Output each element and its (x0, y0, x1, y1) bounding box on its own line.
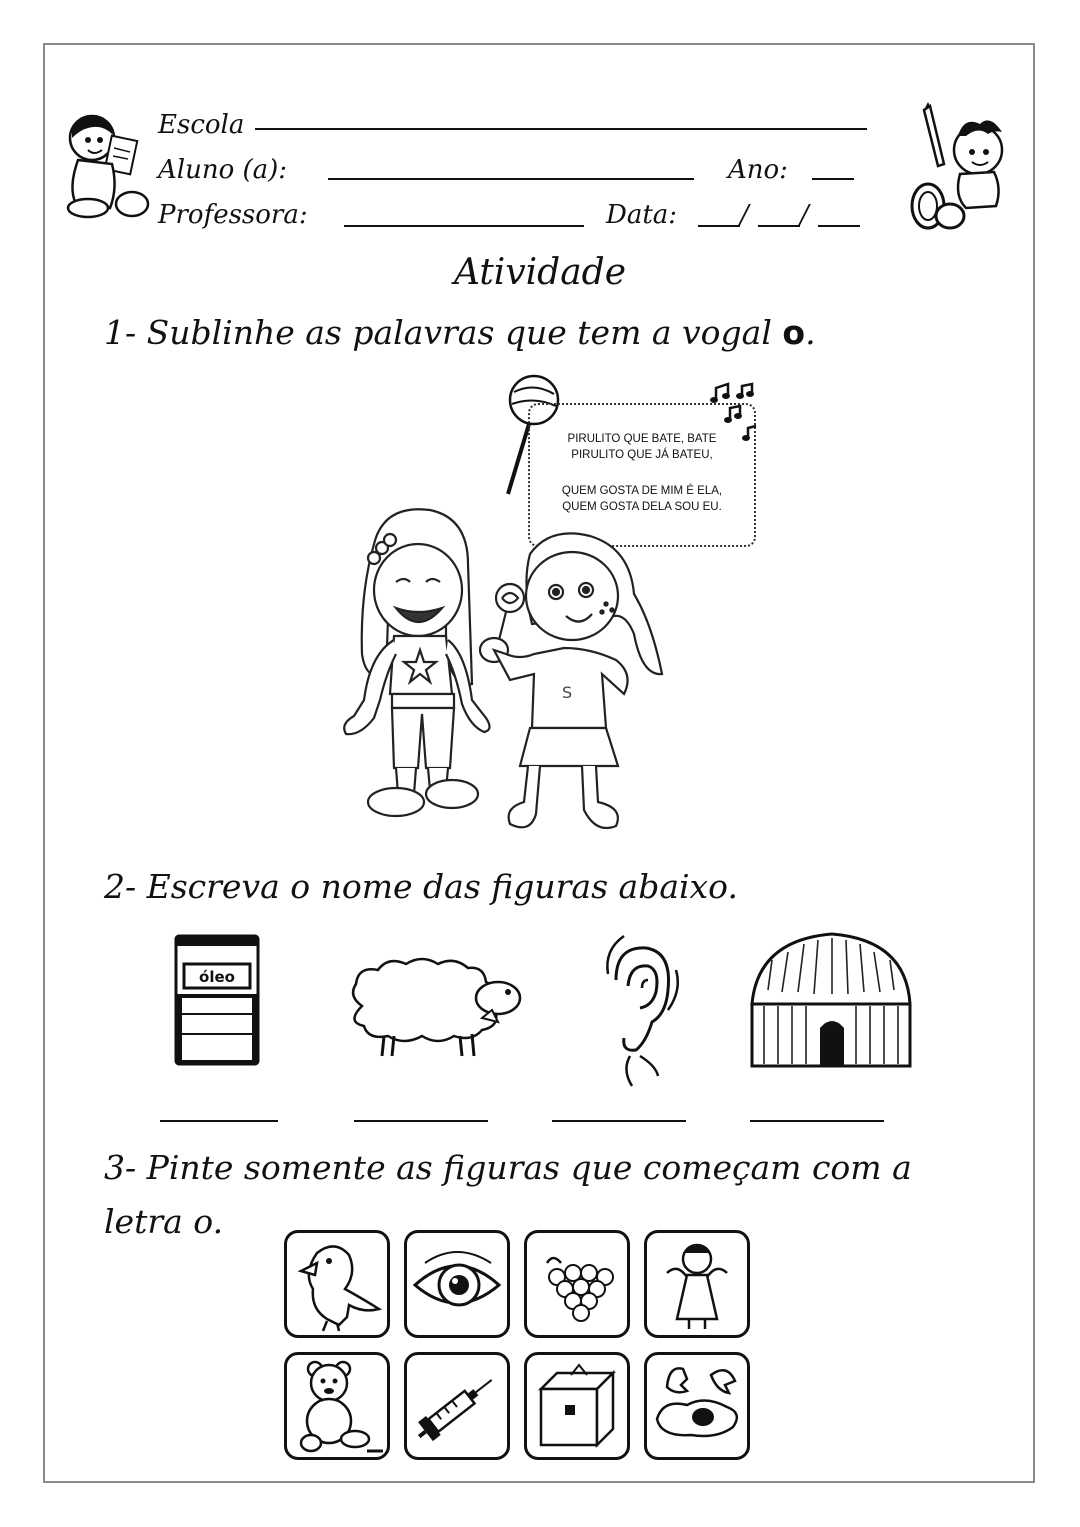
question-3-text-line-2: letra o. (104, 1202, 224, 1241)
answer-line-3[interactable] (552, 1120, 686, 1122)
song-line: PIRULITO QUE BATE, BATE (567, 433, 717, 445)
sheep-figure (342, 956, 528, 1062)
angel-icon (647, 1233, 747, 1335)
hut-figure (748, 930, 914, 1070)
student-field[interactable] (328, 178, 694, 180)
question-1-end: . (805, 313, 816, 352)
date-month-field[interactable] (758, 225, 800, 227)
figure-teddy-bear-cell[interactable] (284, 1352, 390, 1460)
song-line: PIRULITO QUE JÁ BATEU, (571, 449, 713, 461)
grapes-icon (527, 1233, 627, 1335)
teacher-field[interactable] (344, 225, 584, 227)
figure-eye-cell[interactable] (404, 1230, 510, 1338)
ear-figure (596, 930, 686, 1090)
answer-line-4[interactable] (750, 1120, 884, 1122)
date-year-field[interactable] (818, 225, 860, 227)
year-label: Ano: (728, 155, 788, 185)
two-girls-illustration (334, 504, 674, 856)
question-3-text-line-1: 3- Pinte somente as figuras que começam com a (104, 1148, 912, 1187)
date-slash-2: / (800, 200, 809, 230)
date-slash-1: / (740, 200, 749, 230)
figure-syringe-cell[interactable] (404, 1352, 510, 1460)
school-label: Escola (158, 110, 245, 140)
teacher-label: Professora: (158, 200, 308, 230)
figure-grapes-cell[interactable] (524, 1230, 630, 1338)
question-1-letter: o (782, 313, 806, 352)
syringe-icon (407, 1355, 507, 1457)
year-field[interactable] (812, 178, 854, 180)
song-line: QUEM GOSTA DE MIM É ELA, (561, 485, 723, 497)
school-field[interactable] (255, 128, 867, 130)
student-label: Aluno (a): (158, 155, 288, 185)
pencil-boy-illustration (904, 102, 1024, 232)
oil-can-figure (172, 934, 262, 1068)
teddy-bear-icon (287, 1355, 387, 1457)
date-day-field[interactable] (698, 225, 740, 227)
page-title: Atividade (453, 252, 627, 293)
svg-text:S: S (562, 683, 573, 702)
song-line: QUEM GOSTA DELA SOU EU. (562, 501, 722, 513)
figure-angel-cell[interactable] (644, 1230, 750, 1338)
question-1 (104, 313, 816, 352)
answer-line-1[interactable] (160, 1120, 278, 1122)
box-icon (527, 1355, 627, 1457)
reading-boy-illustration (58, 108, 154, 220)
eye-icon (407, 1233, 507, 1335)
figure-bird-cell[interactable] (284, 1230, 390, 1338)
date-label: Data: (606, 200, 678, 230)
question-2-text: 2- Escreva o nome das figuras abaixo. (104, 867, 738, 906)
figure-box-cell[interactable] (524, 1352, 630, 1460)
figure-egg-cell[interactable] (644, 1352, 750, 1460)
bird-icon (287, 1233, 387, 1335)
egg-icon (647, 1355, 747, 1457)
question-1-text: 1- Sublinhe as palavras que tem a vogal (104, 313, 772, 352)
answer-line-2[interactable] (354, 1120, 488, 1122)
oil-can-label: óleo (199, 968, 235, 986)
